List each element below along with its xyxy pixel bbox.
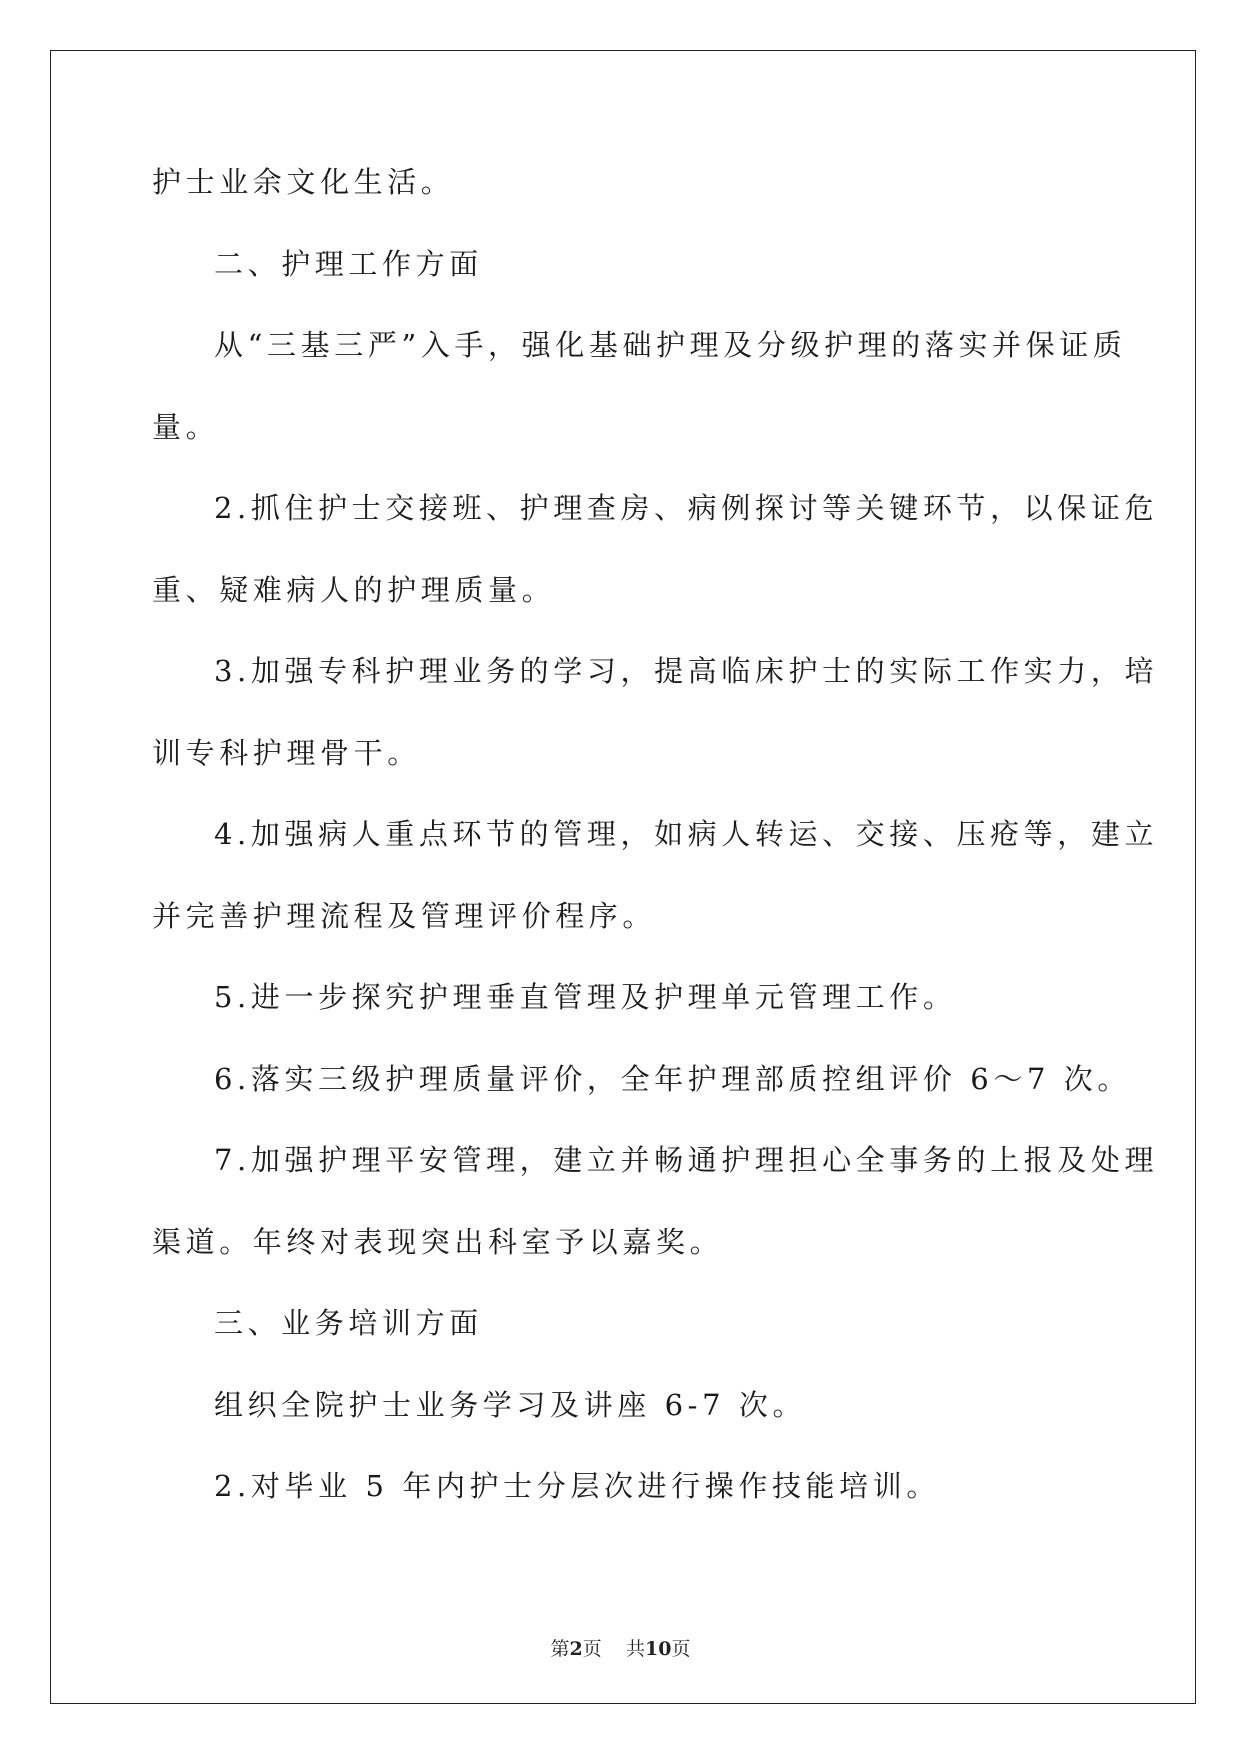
paragraph-line: 7.加强护理平安管理，建立并畅通护理担心全事务的上报及处理: [214, 1143, 1159, 1177]
paragraph-line: 2.抓住护士交接班、护理查房、病例探讨等关键环节，以保证危: [214, 491, 1159, 525]
paragraph-line: 6.落实三级护理质量评价，全年护理部质控组评价 6～7 次。: [214, 1062, 1132, 1096]
paragraph-line: 组织全院护士业务学习及讲座 6-7 次。: [214, 1388, 807, 1422]
page-footer: [0, 1634, 1241, 1661]
paragraph-line: 2.对毕业 5 年内护士分层次进行操作技能培训。: [214, 1469, 940, 1503]
page-number: 2: [569, 1638, 583, 1660]
paragraph-line: 5.进一步探究护理垂直管理及护理单元管理工作。: [214, 980, 957, 1014]
paragraph-line: 重、疑难病人的护理质量。: [152, 573, 556, 607]
paragraph-line: 4.加强病人重点环节的管理，如病人转运、交接、压疮等，建立: [214, 817, 1159, 851]
paragraph-line: 渠道。年终对表现突出科室予以嘉奖。: [152, 1225, 724, 1259]
paragraph-line: 3.加强专科护理业务的学习，提高临床护士的实际工作实力，培: [214, 654, 1159, 688]
total-suffix: 页: [671, 1638, 691, 1660]
paragraph-line: 量。: [152, 410, 220, 444]
total-prefix: 共: [625, 1638, 645, 1660]
paragraph-line: 从“三基三严”入手，强化基础护理及分级护理的落实并保证质: [214, 328, 1127, 362]
section-heading: 三、业务培训方面: [214, 1306, 483, 1340]
page-suffix: 页: [582, 1638, 602, 1660]
page-border: [50, 50, 1196, 1704]
paragraph-line: 并完善护理流程及管理评价程序。: [152, 899, 657, 933]
paragraph-line: 训专科护理骨干。: [152, 736, 421, 770]
section-heading: 二、护理工作方面: [214, 247, 483, 281]
total-pages: 10: [644, 1638, 672, 1660]
page-prefix: 第: [550, 1638, 570, 1660]
paragraph-line: 护士业余文化生活。: [152, 165, 455, 199]
